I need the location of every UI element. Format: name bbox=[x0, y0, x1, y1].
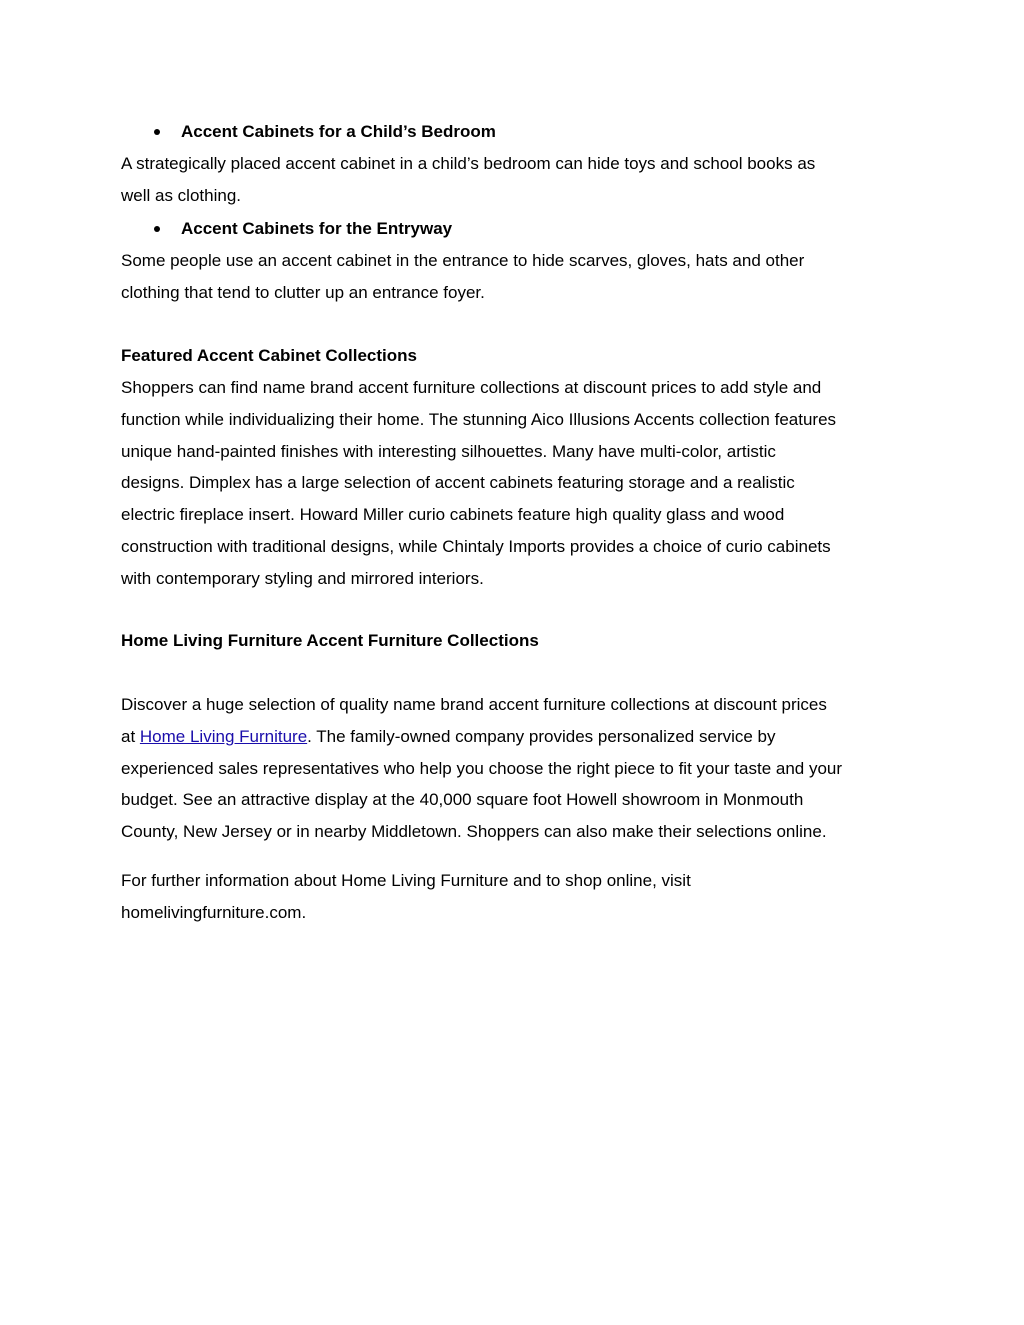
paragraph-line: Shoppers can find name brand accent furniture collections at discount prices to add style and bbox=[121, 378, 822, 397]
bullet-label: Accent Cabinets for the Entryway bbox=[181, 219, 453, 238]
home-living-paragraph bbox=[121, 689, 911, 848]
paragraph-line: For further information about Home Living Furniture and to shop online, visit bbox=[121, 871, 691, 890]
bullet-label: Accent Cabinets for a Child’s Bedroom bbox=[181, 122, 496, 141]
paragraph-line: unique hand-painted finishes with interesting silhouettes. Many have multi-color, artistic bbox=[121, 441, 776, 461]
paragraph-line: Some people use an accent cabinet in the entrance to hide scarves, gloves, hats and other bbox=[121, 251, 805, 270]
bullet-dot-icon bbox=[154, 129, 160, 135]
paragraph-line: A strategically placed accent cabinet in a child’s bedroom can hide toys and school books as bbox=[121, 154, 816, 173]
paragraph-line: clothing that tend to clutter up an entrance foyer. bbox=[121, 282, 485, 302]
paragraph-line: designs. Dimplex has a large selection of accent cabinets featuring storage and a realistic bbox=[121, 473, 795, 493]
home-living-furniture-link[interactable]: Home Living Furniture bbox=[139, 726, 308, 746]
entryway-paragraph bbox=[121, 245, 911, 309]
paragraph-line: homelivingfurniture.com. bbox=[121, 902, 307, 922]
paragraph-line: experienced sales representatives who help you choose the right piece to fit your taste and your bbox=[121, 758, 843, 778]
paragraph-line bbox=[121, 721, 911, 753]
paragraph-line: Discover a huge selection of quality name brand accent furniture collections at discount prices bbox=[121, 695, 827, 714]
home-living-heading: Home Living Furniture Accent Furniture Collections bbox=[121, 631, 539, 650]
child-bedroom-paragraph bbox=[121, 148, 911, 212]
paragraph-line: County, New Jersey or in nearby Middletown. Shoppers can also make their selections online. bbox=[121, 822, 827, 842]
bullet-dot-icon bbox=[154, 226, 160, 232]
paragraph-line: construction with traditional designs, while Chintaly Imports provides a choice of curio cabinets bbox=[121, 536, 831, 556]
paragraph-line: well as clothing. bbox=[121, 185, 242, 205]
further-info-paragraph bbox=[121, 865, 911, 929]
paragraph-line: electric fireplace insert. Howard Miller curio cabinets feature high quality glass and wood bbox=[121, 505, 785, 525]
line-suffix: . The family-owned company provides personalized service by bbox=[307, 726, 776, 746]
featured-heading: Featured Accent Cabinet Collections bbox=[121, 346, 417, 365]
paragraph-line: function while individualizing their home. The stunning Aico Illusions Accents collection features bbox=[121, 409, 837, 429]
paragraph-line: with contemporary styling and mirrored interiors. bbox=[121, 568, 484, 588]
line-prefix: at bbox=[121, 726, 140, 746]
bullet-item bbox=[121, 121, 911, 143]
paragraph-line: budget. See an attractive display at the 40,000 square foot Howell showroom in Monmouth bbox=[121, 790, 804, 810]
bullet-item bbox=[121, 218, 911, 240]
featured-paragraph bbox=[121, 372, 911, 595]
